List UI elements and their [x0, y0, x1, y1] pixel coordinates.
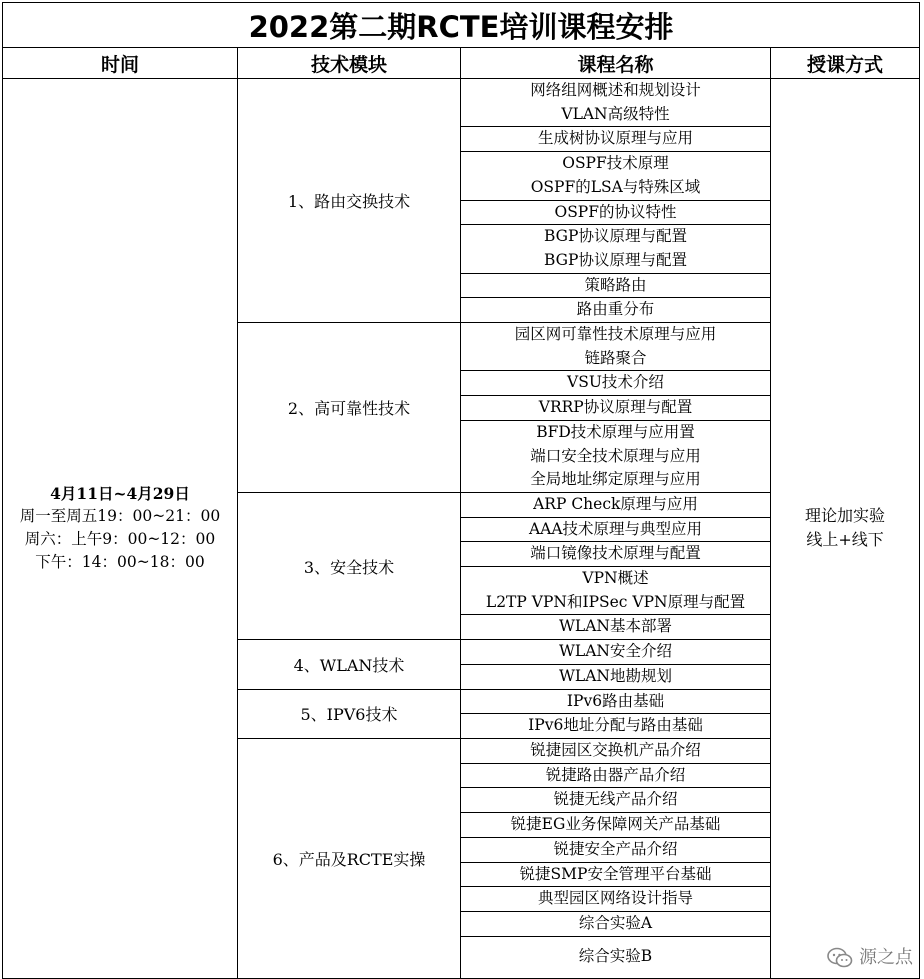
table-title: 2022第二期RCTE培训课程安排 — [3, 3, 920, 48]
course-line: BGP协议原理与配置 — [544, 250, 687, 269]
schedule-document — [2, 2, 920, 979]
course-cell: AAA技术原理与典型应用 — [461, 517, 771, 542]
course-cell: 端口镜像技术原理与配置 — [461, 542, 771, 567]
course-cell: 生成树协议原理与应用 — [461, 127, 771, 152]
course-line: 全局地址绑定原理与应用 — [530, 470, 701, 489]
course-line: 端口安全技术原理与应用 — [530, 446, 701, 465]
course-cell: 综合实验B — [461, 936, 771, 978]
course-cell: 典型园区网络设计指导 — [461, 887, 771, 912]
header-mode: 授课方式 — [771, 48, 920, 79]
course-cell — [461, 79, 771, 127]
course-cell: ARP Check原理与应用 — [461, 492, 771, 517]
module-products-rcte: 6、产品及RCTE实操 — [238, 738, 461, 978]
module-wlan: 4、WLAN技术 — [238, 640, 461, 689]
course-cell — [461, 152, 771, 200]
course-line: OSPF的LSA与特殊区域 — [530, 177, 701, 196]
wechat-icon — [827, 947, 853, 969]
course-cell: OSPF的协议特性 — [461, 200, 771, 225]
saturday-afternoon-hours: 下午：14：00~18：00 — [35, 553, 205, 572]
course-line: 网络组网概述和规划设计 — [530, 81, 701, 99]
course-cell — [461, 420, 771, 492]
header-course: 课程名称 — [461, 48, 771, 79]
course-cell: IPv6地址分配与路由基础 — [461, 714, 771, 739]
date-range: 4月11日~4月29日 — [50, 484, 190, 504]
weekday-hours: 周一至周五19：00~21：00 — [19, 507, 221, 526]
saturday-morning-hours: 周六：上午9：00~12：00 — [24, 530, 216, 549]
course-cell — [461, 225, 771, 273]
module-security: 3、安全技术 — [238, 492, 461, 639]
course-cell: WLAN地勘规划 — [461, 664, 771, 689]
mode-line-2: 线上+线下 — [806, 530, 884, 550]
module-routing-switching: 1、路由交换技术 — [238, 79, 461, 323]
watermark — [827, 946, 913, 970]
course-line: BFD技术原理与应用置 — [536, 422, 695, 441]
course-cell: 策略路由 — [461, 273, 771, 298]
course-line: VLAN高级特性 — [561, 104, 670, 123]
course-line: L2TP VPN和IPSec VPN原理与配置 — [485, 592, 746, 611]
course-cell: 锐捷EG业务保障网关产品基础 — [461, 813, 771, 838]
teaching-mode-cell — [771, 79, 920, 979]
module-high-reliability: 2、高可靠性技术 — [238, 323, 461, 493]
mode-line-1: 理论加实验 — [805, 506, 886, 526]
course-cell: VRRP协议原理与配置 — [461, 396, 771, 421]
course-cell: WLAN安全介绍 — [461, 640, 771, 665]
course-cell: 锐捷路由器产品介绍 — [461, 763, 771, 788]
course-cell: IPv6路由基础 — [461, 689, 771, 714]
course-cell: 锐捷园区交换机产品介绍 — [461, 738, 771, 763]
course-line: OSPF技术原理 — [562, 154, 669, 173]
course-cell — [461, 323, 771, 371]
course-line: VPN概述 — [582, 569, 649, 588]
course-line: 链路聚合 — [584, 348, 647, 367]
header-module: 技术模块 — [238, 48, 461, 79]
course-cell: 锐捷安全产品介绍 — [461, 837, 771, 862]
watermark-text: 源之点 — [859, 946, 914, 968]
course-cell: 路由重分布 — [461, 298, 771, 323]
module-ipv6: 5、IPV6技术 — [238, 689, 461, 738]
course-cell — [461, 567, 771, 615]
course-cell: 综合实验A — [461, 911, 771, 936]
course-cell: WLAN基本部署 — [461, 615, 771, 640]
header-time: 时间 — [3, 48, 238, 79]
course-cell: 锐捷SMP安全管理平台基础 — [461, 862, 771, 887]
course-line: 园区网可靠性技术原理与应用 — [514, 325, 717, 344]
course-cell: VSU技术介绍 — [461, 371, 771, 396]
time-cell — [3, 79, 238, 979]
course-cell: 锐捷无线产品介绍 — [461, 788, 771, 813]
course-line: BGP协议原理与配置 — [544, 227, 687, 246]
schedule-table — [2, 2, 920, 979]
